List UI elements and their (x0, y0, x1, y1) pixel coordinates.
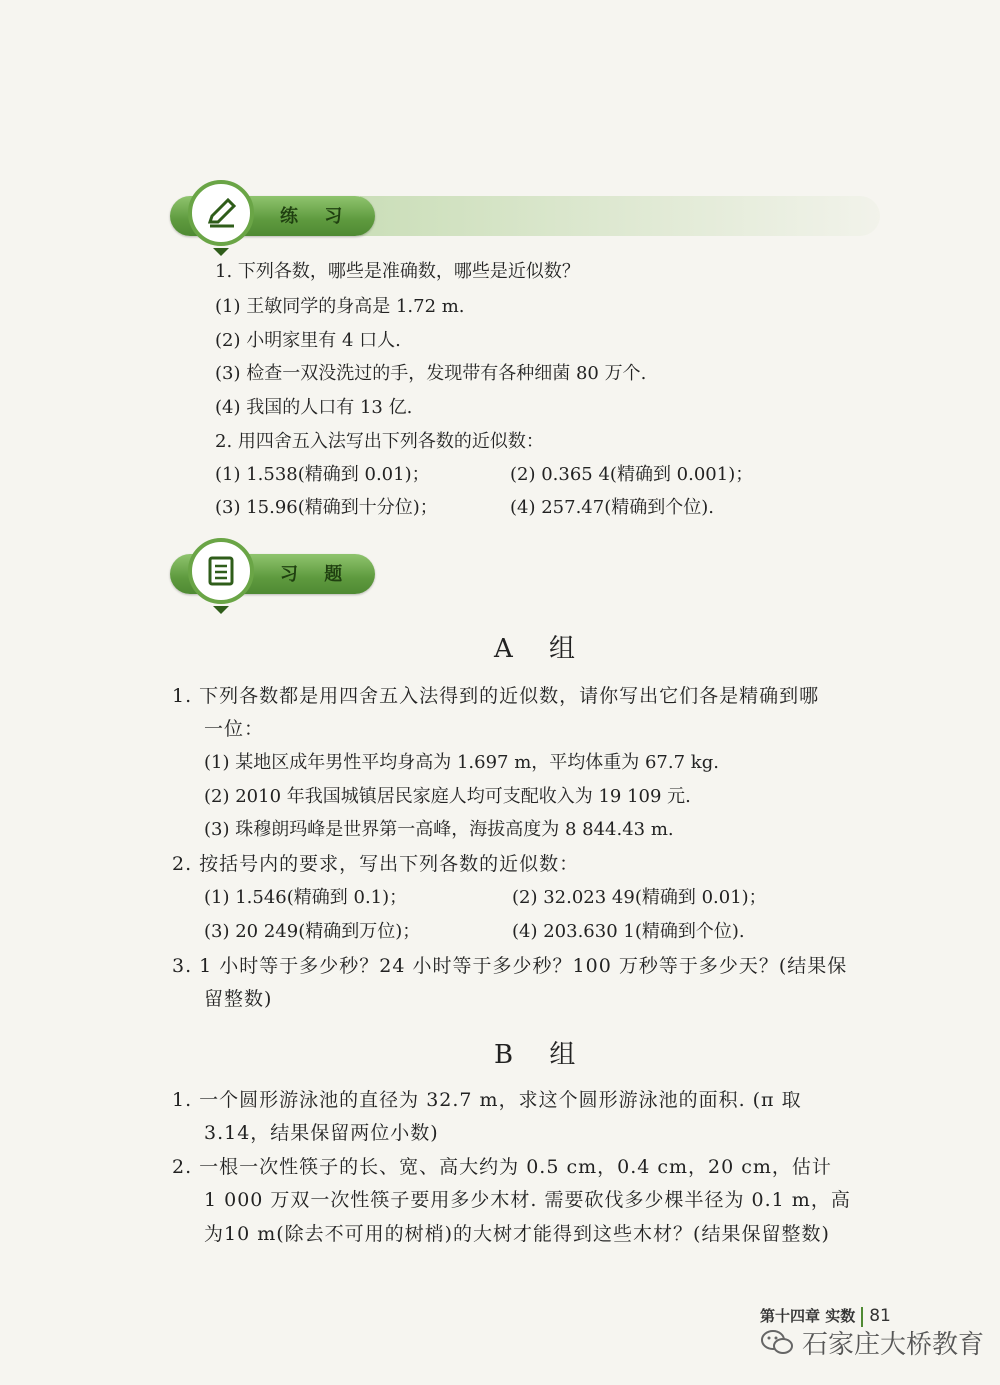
watermark-text: 石家庄大桥教育 (802, 1330, 985, 1360)
group-a-q1-stem-cont: 一位： (204, 718, 265, 740)
group-a-q1-item: (2) 2010 年我国城镇居民家庭人均可支配收入为 19 109 元. (204, 786, 691, 807)
group-a-q1-item: (1) 某地区成年男性平均身高为 1.697 m，平均体重为 67.7 kg. (204, 752, 719, 773)
practice-q1-stem: 1. 下列各数，哪些是准确数，哪些是近似数？ (215, 261, 580, 282)
watermark (760, 1324, 984, 1361)
group-a-q2-stem: 2. 按括号内的要求，写出下列各数的近似数： (172, 853, 580, 875)
practice-q2-item: (1) 1.538(精确到 0.01)； (215, 464, 430, 485)
chapter-title: 第十四章 实数 (760, 1307, 856, 1325)
group-a-q2-item: (1) 1.546(精确到 0.1)； (204, 887, 408, 908)
ribbon-pointer (213, 606, 229, 614)
exercises-label: 习 题 (280, 564, 353, 585)
pencil-icon (188, 180, 254, 246)
practice-label: 练 习 (280, 206, 353, 227)
practice-q1-item: (3) 检查一双没洗过的手，发现带有各种细菌 80 万个. (215, 363, 647, 384)
ribbon-pointer (213, 248, 229, 256)
group-a-title: A 组 (494, 634, 590, 664)
practice-q2-item: (2) 0.365 4(精确到 0.001)； (510, 464, 754, 485)
group-a-q1-stem: 1. 下列各数都是用四舍五入法得到的近似数，请你写出它们各是精确到哪 (172, 685, 820, 707)
practice-q2-item: (3) 15.96(精确到十分位)； (215, 497, 438, 518)
practice-header (170, 196, 375, 236)
group-b-q1-cont: 3.14，结果保留两位小数) (204, 1122, 439, 1144)
page-number: 81 (869, 1306, 891, 1326)
group-b-title: B 组 (494, 1040, 590, 1070)
group-a-q3-cont: 留整数) (204, 988, 273, 1010)
practice-q1-item: (4) 我国的人口有 13 亿. (215, 397, 413, 418)
group-b-q2: 2. 一根一次性筷子的长、宽、高大约为 0.5 cm，0.4 cm，20 cm，估计 (172, 1156, 832, 1178)
group-a-q3: 3. 1 小时等于多少秒？24 小时等于多少秒？100 万秒等于多少天？(结果保 (172, 955, 848, 977)
group-b-q2-cont: 为10 m(除去不可用的树梢)的大树才能得到这些木材？(结果保留整数) (204, 1223, 830, 1245)
group-b-q1: 1. 一个圆形游泳池的直径为 32.7 m，求这个圆形游泳池的面积. (π 取 (172, 1089, 802, 1111)
practice-q2-item: (4) 257.47(精确到个位). (510, 497, 714, 518)
practice-q1-item: (2) 小明家里有 4 口人. (215, 330, 401, 351)
group-a-q1-item: (3) 珠穆朗玛峰是世界第一高峰，海拔高度为 8 844.43 m. (204, 819, 674, 840)
wechat-icon (760, 1328, 794, 1358)
practice-q1-item: (1) 王敏同学的身高是 1.72 m. (215, 296, 465, 317)
group-a-q2-item: (3) 20 249(精确到万位)； (204, 921, 421, 942)
group-b-q2-cont: 1 000 万双一次性筷子要用多少木材. 需要砍伐多少棵半径为 0.1 m，高 (204, 1189, 851, 1211)
notepad-icon (188, 538, 254, 604)
practice-q2-stem: 2. 用四舍五入法写出下列各数的近似数： (215, 431, 544, 452)
exercises-header (170, 554, 375, 594)
group-a-q2-item: (2) 32.023 49(精确到 0.01)； (512, 887, 767, 908)
group-a-q2-item: (4) 203.630 1(精确到个位). (512, 921, 745, 942)
ribbon-shadow (360, 196, 880, 236)
